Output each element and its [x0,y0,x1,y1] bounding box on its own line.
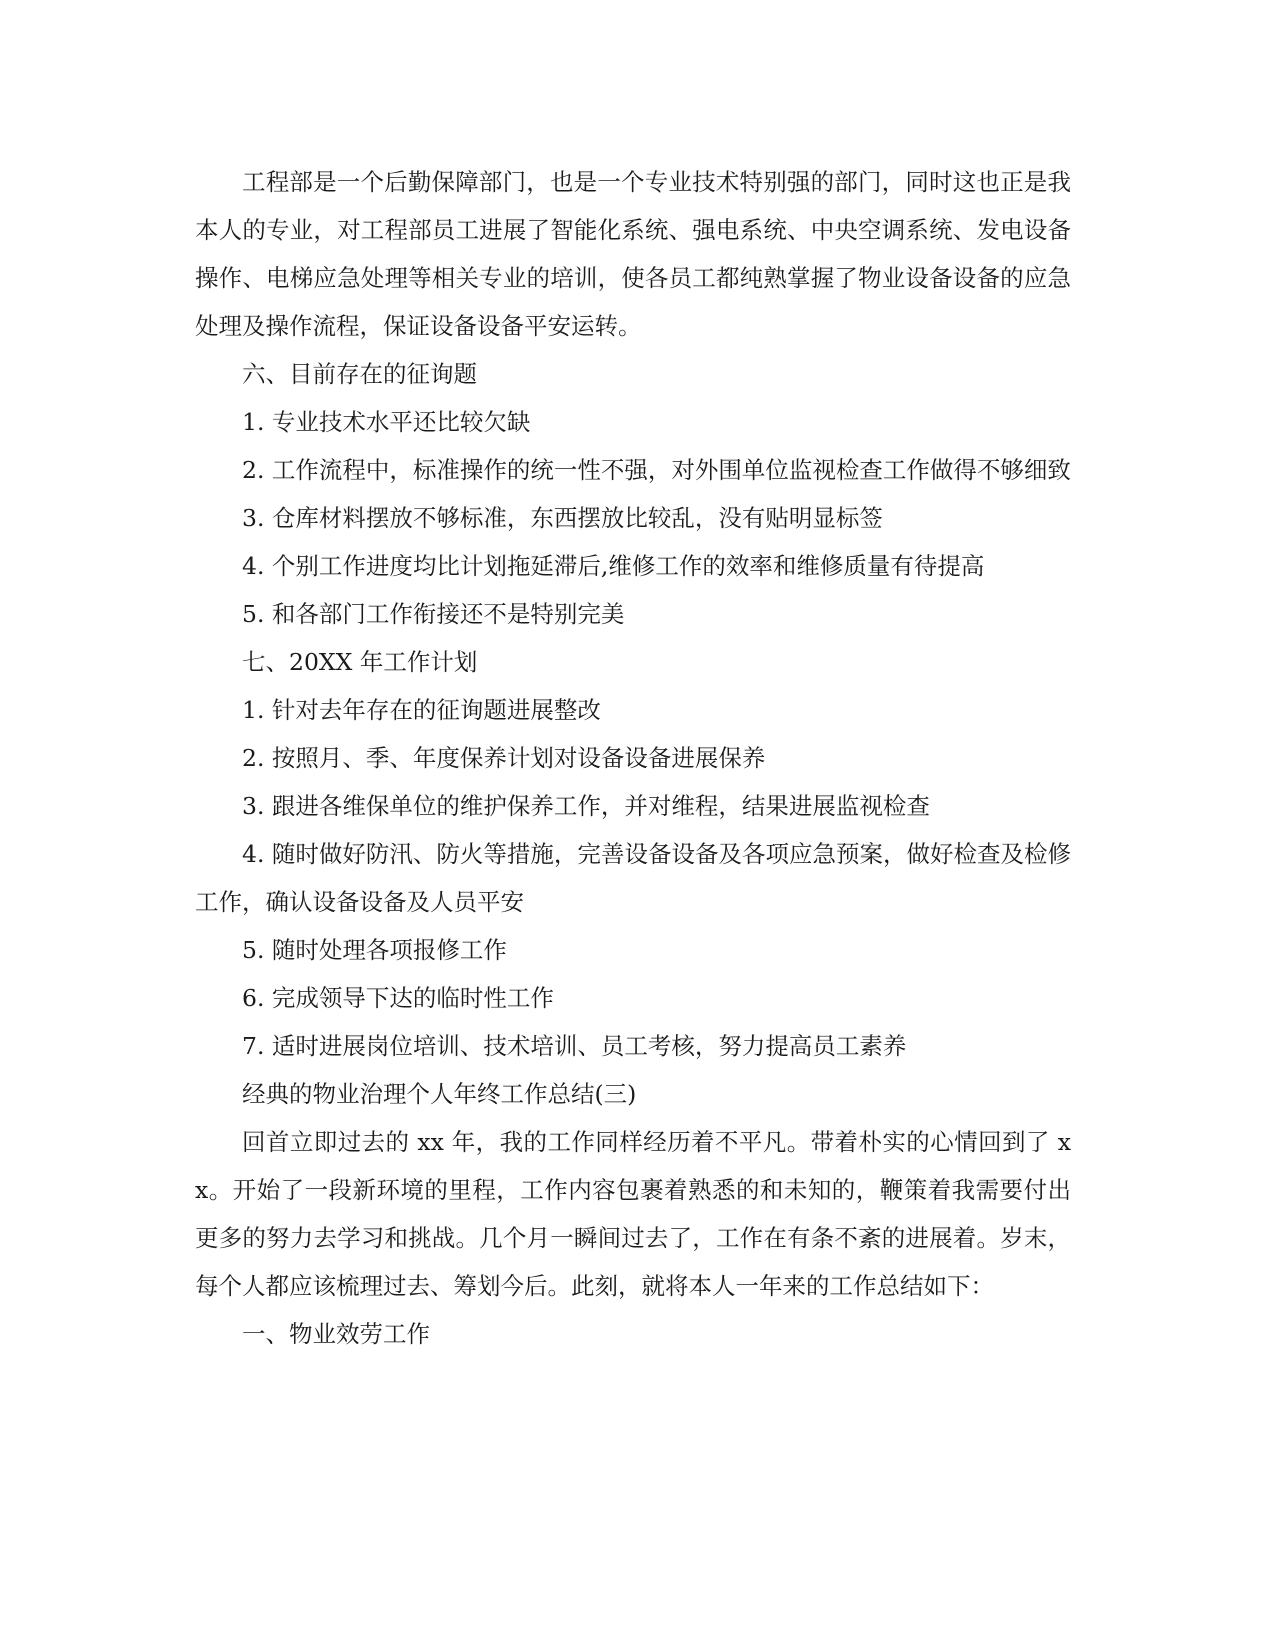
heading-work-plan: 七、20XX 年工作计划 [242,648,478,676]
heading-current-problems: 六、目前存在的征询题 [242,360,477,388]
list-item-plan-7: 7. 适时进展岗位培训、技术培训、员工考核，努力提高员工素养 [242,1032,907,1060]
list-item-plan-2: 2. 按照月、季、年度保养计划对设备设备进展保养 [242,744,766,772]
paragraph-year-review: 回首立即过去的 xx 年，我的工作同样经历着不平凡。带着朴实的心情回到了 xx。开始了一段新环境的里程，工作内容包裹着熟悉的和未知的，鞭策着我需要付出更多的努力去学习和挑战。几个月一瞬间过去了，工作在有条不紊的进展着。岁末，每个人都应该梳理过去、筹划今后。此刻，就将本人一年来的工作总结如下： [195,1128,1071,1300]
list-item-problem-4: 4. 个别工作进度均比计划拖延滞后,维修工作的效率和维修质量有待提高 [242,552,985,580]
list-item-plan-6: 6. 完成领导下达的临时性工作 [242,984,554,1012]
heading-property-service: 一、物业效劳工作 [242,1320,430,1348]
document-body [195,158,1071,1358]
paragraph-engineering-intro: 工程部是一个后勤保障部门，也是一个专业技术特别强的部门，同时这也正是我本人的专业，对工程部员工进展了智能化系统、强电系统、中央空调系统、发电设备操作、电梯应急处理等相关专业的培训，使各员工都纯熟掌握了物业设备设备的应急处理及操作流程，保证设备设备平安运转。 [195,168,1071,340]
list-item-problem-3: 3. 仓库材料摆放不够标准，东西摆放比较乱，没有贴明显标签 [242,504,883,532]
list-item-problem-5: 5. 和各部门工作衔接还不是特别完美 [242,600,625,628]
list-item-plan-5: 5. 随时处理各项报修工作 [242,936,507,964]
list-item-problem-2: 2. 工作流程中，标准操作的统一性不强，对外围单位监视检查工作做得不够细致 [242,456,1071,484]
list-item-problem-1: 1. 专业技术水平还比较欠缺 [242,408,531,436]
list-item-plan-4: 4. 随时做好防汛、防火等措施，完善设备设备及各项应急预案，做好检查及检修工作，确认设备设备及人员平安 [195,840,1071,916]
list-item-plan-3: 3. 跟进各维保单位的维护保养工作，并对维程，结果进展监视检查 [242,792,930,820]
section-title-summary-three: 经典的物业治理个人年终工作总结(三) [242,1080,637,1108]
list-item-plan-1: 1. 针对去年存在的征询题进展整改 [242,696,601,724]
